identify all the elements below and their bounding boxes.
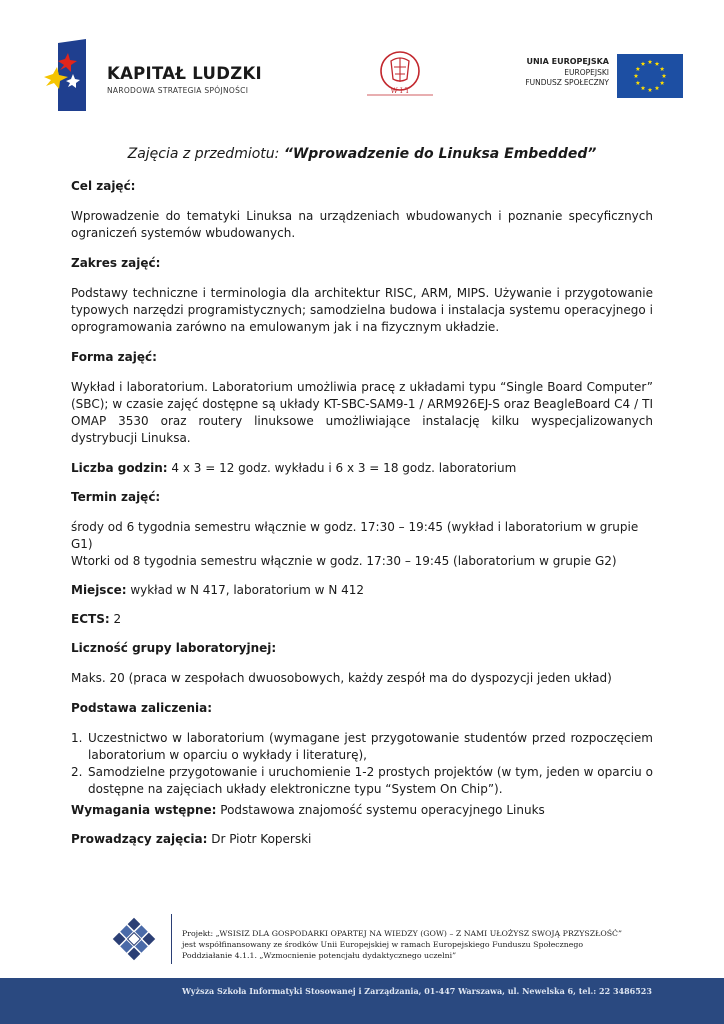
- wymagania-label: Wymagania wstępne:: [71, 803, 217, 817]
- section-heading-zakres: Zakres zajęć:: [71, 256, 161, 270]
- project-info: [182, 928, 622, 961]
- termin-line-2: Wtorki od 8 tygodnia semestru włącznie w godz. 17:30 – 19:45 (laboratorium w grupie G2): [71, 554, 617, 568]
- list-item-number: 1.: [71, 731, 83, 745]
- program-subtitle: NARODOWA STRATEGIA SPÓJNOŚCI: [107, 86, 249, 95]
- section-heading-cel: Cel zajęć:: [71, 179, 136, 193]
- section-heading-licznosc: Liczność grupy laboratoryjnej:: [71, 641, 277, 655]
- kapital-ludzki-logo: [44, 39, 88, 111]
- prowadzacy: [71, 831, 653, 848]
- zaliczenie-list: [71, 730, 653, 798]
- miejsce-value: wykład w N 417, laboratorium w N 412: [126, 583, 365, 597]
- footer-divider: [171, 914, 172, 964]
- section-heading-zaliczenie: Podstawa zaliczenia:: [71, 701, 213, 715]
- wsisiz-diamond-logo: [111, 916, 157, 962]
- program-title: KAPITAŁ LUDZKI: [107, 64, 262, 83]
- ects: [71, 611, 653, 628]
- list-item-text: Samodzielne przygotowanie i uruchomienie 1-2 prostych projektów (w tym, jeden w oparciu o dostępne na zajęciach układy elektroniczne typu “System On Chip”).: [88, 765, 653, 796]
- liczba-godzin: [71, 460, 653, 477]
- wit-letters: W I T: [390, 87, 410, 95]
- school-address: Wyższa Szkoła Informatyki Stosowanej i Zarządzania, 01-447 Warszawa, ul. Newelska 6, tel.: 22 3486523: [182, 986, 652, 996]
- godzin-value: 4 x 3 = 12 godz. wykładu i 6 x 3 = 18 godz. laboratorium: [167, 461, 517, 475]
- project-footer: [0, 910, 724, 970]
- course-description: [71, 146, 653, 860]
- address-bar: [0, 978, 724, 1024]
- eu-fund-line2: FUNDUSZ SPOŁECZNY: [525, 78, 609, 87]
- miejsce-label: Miejsce:: [71, 583, 127, 597]
- eu-flag-icon: [617, 54, 683, 98]
- wymagania: [71, 802, 653, 819]
- cel-text: Wprowadzenie do tematyki Linuksa na urządzeniach wbudowanych i poznanie specyficznych ograniczeń systemów wbudowanych.: [71, 209, 653, 240]
- eu-text-block: [505, 57, 609, 89]
- licznosc-text: Maks. 20 (praca w zespołach dwuosobowych, każdy zespół ma do dyspozycji jeden układ): [71, 671, 612, 685]
- wymagania-value: Podstawowa znajomość systemu operacyjnego Linuks: [216, 803, 545, 817]
- godzin-label: Liczba godzin:: [71, 461, 168, 475]
- list-item: [71, 730, 653, 764]
- list-item: [71, 764, 653, 798]
- miejsce: [71, 582, 653, 599]
- course-name: “Wprowadzenie do Linuksa Embedded”: [283, 146, 597, 162]
- title-prefix: Zajęcia z przedmiotu:: [127, 146, 284, 162]
- eu-fund-line1: EUROPEJSKI: [564, 67, 609, 77]
- wit-university-logo: [367, 49, 433, 101]
- ects-value: 2: [109, 612, 122, 626]
- prowadzacy-label: Prowadzący zajęcia:: [71, 832, 208, 846]
- termin-line-1: środy od 6 tygodnia semestru włącznie w godz. 17:30 – 19:45 (wykład i laboratorium w grupie G1): [71, 520, 639, 551]
- forma-text: Wykład i laboratorium. Laboratorium umożliwia pracę z układami typu “Single Board Computer” (SBC); w czasie zajęć dostępne są układy KT-SBC-SAM9-1 / ARM926EJ-S oraz BeagleBoard C4 / TI OMAP 3530 oraz routery linuksowe umożliwiające instalację kilku wyspecjalizowanych dystrybucji Linuksa.: [71, 380, 653, 445]
- project-line-1: Projekt: „WSISIZ DLA GOSPODARKI OPARTEJ NA WIEDZY (GOW) – Z NAMI UŁOŻYSZ SWOJĄ PRZYSZŁOŚĆ”: [182, 929, 623, 938]
- section-heading-forma: Forma zajęć:: [71, 350, 157, 364]
- zakres-text: Podstawy techniczne i terminologia dla architektur RISC, ARM, MIPS. Używanie i przygotowanie typowych narzędzi programistycznych; samodzielna budowa i instalacja systemu operacyjnego i oprogramowania zarówno na emulowanym jak i na fizycznym układzie.: [71, 286, 653, 334]
- document-title: [71, 146, 653, 163]
- section-heading-termin: Termin zajęć:: [71, 490, 161, 504]
- project-line-3: Poddziałanie 4.1.1. „Wzmocnienie potencjału dydaktycznego uczelni”: [182, 951, 457, 960]
- eu-title: UNIA EUROPEJSKA: [526, 57, 609, 66]
- prowadzacy-value: Dr Piotr Koperski: [207, 832, 312, 846]
- page-header: [0, 0, 724, 130]
- ects-label: ECTS:: [71, 612, 110, 626]
- project-line-2: jest współfinansowany ze środków Unii Europejskiej w ramach Europejskiego Funduszu Społecznego: [182, 940, 584, 949]
- list-item-text: Uczestnictwo w laboratorium (wymagane jest przygotowanie studentów przed rozpoczęciem laboratorium w oparciu o wykłady i literaturę),: [88, 731, 653, 762]
- list-item-number: 2.: [71, 765, 83, 779]
